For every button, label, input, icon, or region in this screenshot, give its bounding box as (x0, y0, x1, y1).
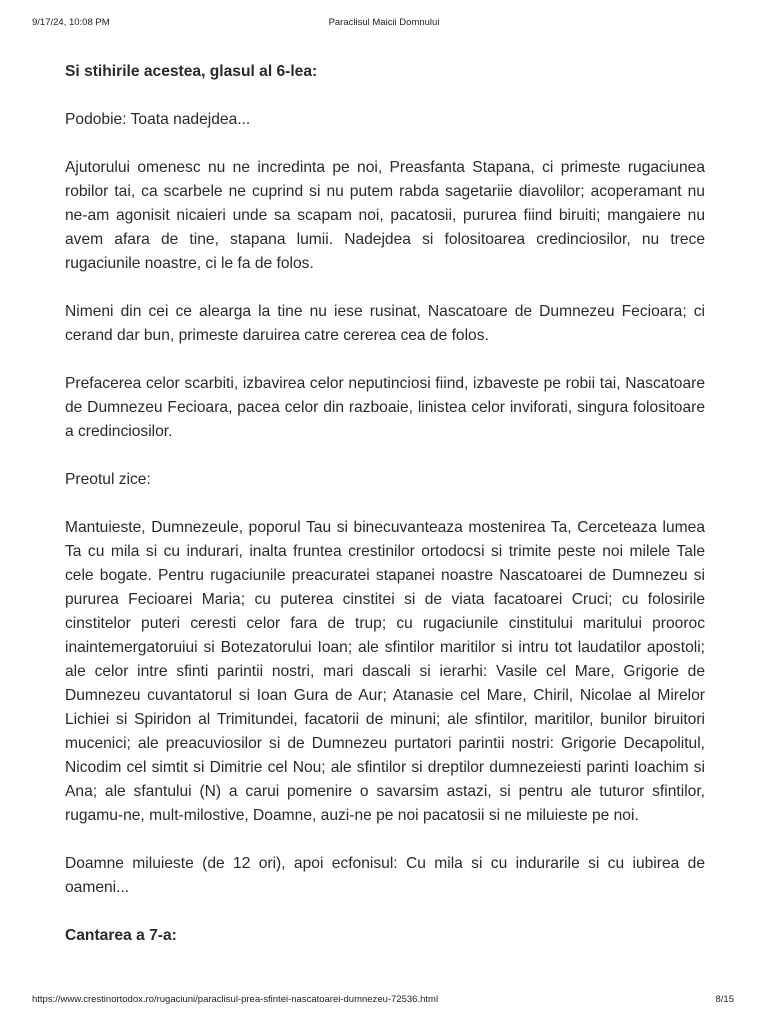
page-number: 8/15 (715, 994, 734, 1005)
podobie-line: Podobie: Toata nadejdea... (65, 111, 251, 128)
paragraph-nimeni: Nimeni din cei ce alearga la tine nu iese rusinat, Nascatoare de Dumnezeu Fecioara; ci cerand dar bun, primeste daruirea catre cererea cea de folos. (65, 303, 705, 344)
print-footer (32, 994, 736, 1008)
print-url: https://www.crestinortodox.ro/rugaciuni/paraclisul-prea-sfintei-nascatoarei-dumnezeu-72536.html (32, 994, 439, 1005)
print-page-title: Paraclisul Maicii Domnului (328, 17, 440, 28)
section-heading-stihiri: Si stihirile acestea, glasul al 6-lea: (65, 63, 318, 80)
print-header (32, 17, 736, 31)
section-heading-cantarea-7: Cantarea a 7-a: (65, 927, 177, 944)
paragraph-prefacerea: Prefacerea celor scarbiti, izbavirea celor neputinciosi fiind, izbaveste pe robii tai, Nascatoare de Dumnezeu Fecioara, pacea celor din razboaie, linistea celor inviforati, singura folositoare a credinciosilor. (65, 375, 705, 440)
print-datetime: 9/17/24, 10:08 PM (32, 17, 110, 28)
paragraph-ajutorului: Ajutorului omenesc nu ne incredinta pe noi, Preasfanta Stapana, ci primeste rugaciunea robilor tai, ca scarbele ne cuprind si nu putem rabda sagetariie diavolilor; acoperamant nu ne-am agonisit nicaieri unde sa scapam noi, pacatosii, pururea fiind biruiti; mangaiere nu avem afara de tine, stapana lumii. Nadejdea si folositoarea credinciosilor, nu trece rugaciunile noastre, ci le fa de folos. (65, 159, 705, 272)
preotul-zice-line: Preotul zice: (65, 471, 151, 488)
document-content (65, 60, 705, 972)
paragraph-mantuieste: Mantuieste, Dumnezeule, poporul Tau si binecuvanteaza mostenirea Ta, Cerceteaza lumea Ta cu mila si cu indurari, inalta fruntea crestinilor ortodocsi si trimite peste noi milele Tale cele bogate. Pentru rugaciunile preacuratei stapanei noastre Nascatoarei de Dumnezeu si pururea Fecioarei Maria; cu puterea cinstitei si de viata facatoarei Cruci; cu folosirile cinstitelor puteri ceresti celor fara de trup; cu rugaciunile cinstitului maritului prooroc inaintemergatoruiui si Botezatorului Ioan; ale sfintilor maritilor si intru tot laudatilor apostoli; ale celor intre sfinti parintii nostri, mari dascali si ierarhi: Vasile cel Mare, Grigorie de Dumnezeu cuvantatorul si Ioan Gura de Aur; Atanasie cel Mare, Chiril, Nicolae al Mirelor Lichiei si Spiridon al Trimitundei, facatorii de minuni; ale sfintilor, maritilor, bunilor biruitori mucenici; ale preacuviosilor si de Dumnezeu purtatori parintii nostri: Grigorie Decapolitul, Nicodim cel simtit si Dimitrie cel Nou; ale sfintilor si dreptilor dumnezeiesti parinti Ioachim si Ana; ale sfantului (N) a carui pomenire o savarsim astazi, si pentru ale tuturor sfintilor, rugamu-ne, mult-milostive, Doamne, auzi-ne pe noi pacatosii si ne miluieste pe noi. (65, 519, 705, 824)
paragraph-doamne-miluieste: Doamne miluieste (de 12 ori), apoi ecfonisul: Cu mila si cu indurarile si cu iubirea de oameni... (65, 855, 705, 896)
